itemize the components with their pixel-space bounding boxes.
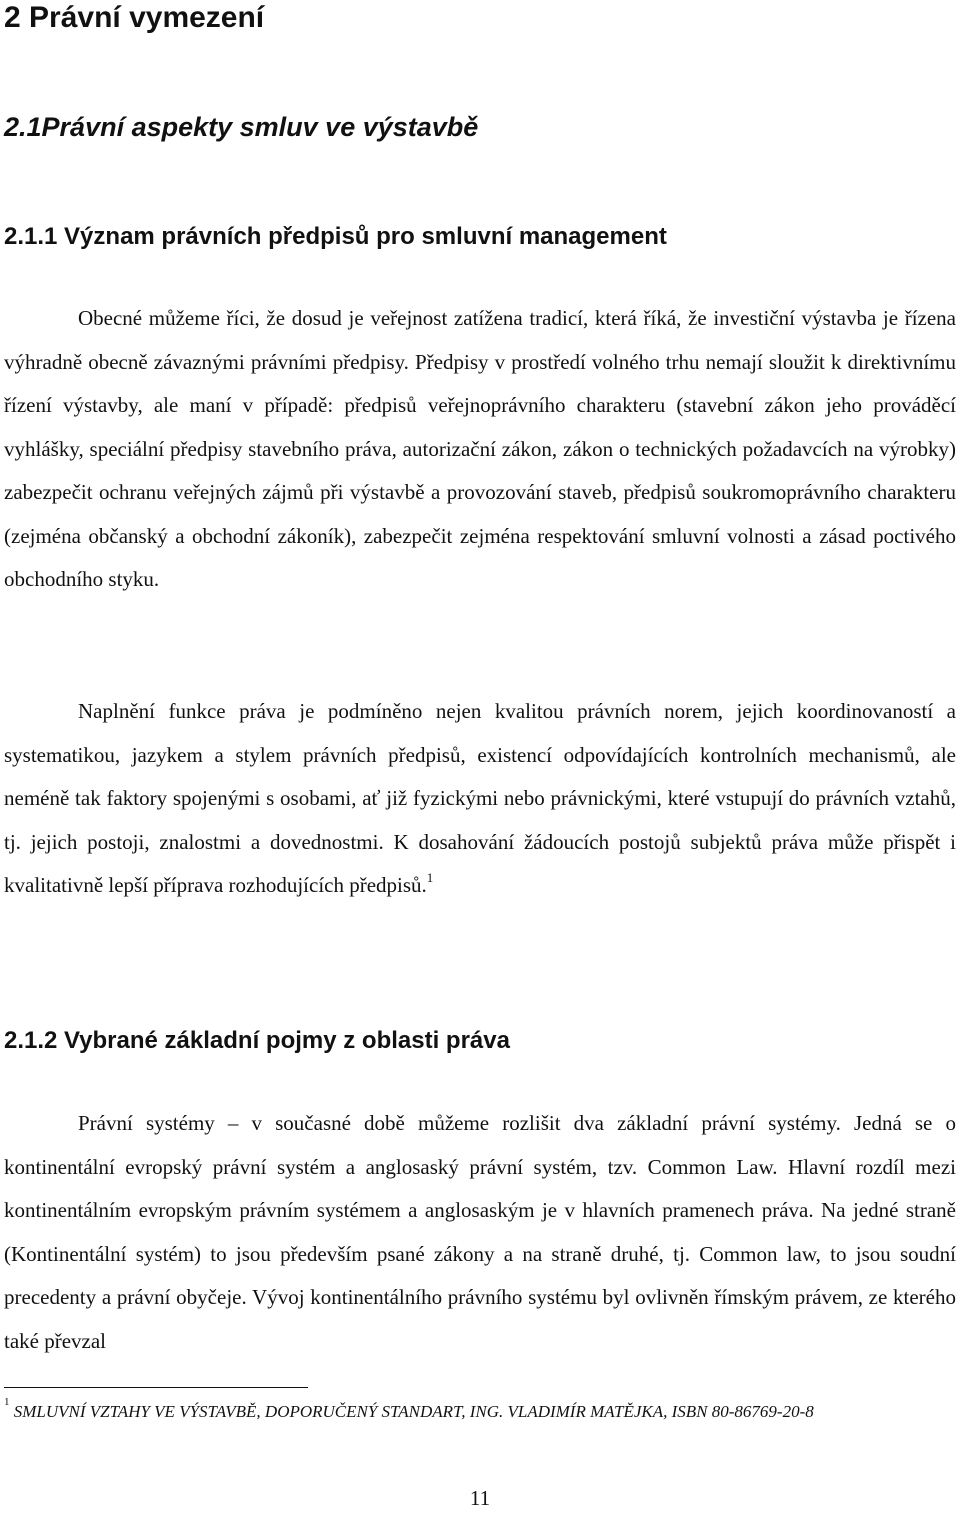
subsection-heading-1: 2.1.1 Význam právních předpisů pro smluvní management [4, 223, 667, 250]
page-number: 11 [469, 1486, 491, 1510]
paragraph-3 [4, 1102, 956, 1363]
paragraph-1 [4, 297, 956, 602]
subsection-heading-2: 2.1.2 Vybrané základní pojmy z oblasti práva [4, 1027, 510, 1054]
footnote [4, 1396, 944, 1424]
paragraph-2 [4, 690, 956, 908]
paragraph-2-text: Naplnění funkce práva je podmíněno nejen kvalitou právních norem, jejich koordinovaností a systematikou, jazykem a stylem právních předpisů, existencí odpovídajících kontrolních mechanismů, ale neméně tak faktory spojenými s osobami, ať již fyzickými nebo právnickými, které vstupují do právních vztahů, tj. jejich postoji, znalostmi a dovednostmi. K dosahování žádoucích postojů subjektů práva může přispět i kvalitativně lepší příprava rozhodujících předpisů. [4, 699, 956, 897]
footnote-divider [4, 1387, 308, 1388]
footnote-number: 1 [4, 1396, 10, 1409]
paragraph-3-text: Právní systémy – v současné době můžeme rozlišit dva základní právní systémy. Jedná se o kontinentální evropský právní systém a anglosaský právní systém, tzv. Common Law. Hlavní rozdíl mezi kontinentálním evropským právním systémem a anglosaským je v hlavních pramenech práva. Na jedné straně (Kontinentální systém) to jsou především psané zákony a na straně druhé, tj. Common law, to jsou soudní precedenty a právní obyčeje. Vývoj kontinentálního právního systému byl ovlivněn římským právem, ze kterého také převzal [4, 1111, 956, 1353]
paragraph-1-text: Obecné můžeme říci, že dosud je veřejnost zatížena tradicí, která říká, že investiční výstavba je řízena výhradně obecně závaznými právními předpisy. Předpisy v prostředí volného trhu nemají sloužit k direktivnímu řízení výstavby, ale maní v případě: předpisů veřejnoprávního charakteru (stavební zákon jeho prováděcí vyhlášky, speciální předpisy stavebního práva, autorizační zákon, zákon o technických požadavcích na výrobky) zabezpečit ochranu veřejných zájmů při výstavbě a provozování staveb, předpisů soukromoprávního charakteru (zejména občanský a obchodní zákoník), zabezpečit zejména respektování smluvní volnosti a zásad poctivého obchodního styku. [4, 306, 956, 591]
section-heading: 2.1Právní aspekty smluv ve výstavbě [4, 112, 479, 142]
footnote-text: SMLUVNÍ VZTAHY VE VÝSTAVBĚ, DOPORUČENÝ STANDART, ING. VLADIMÍR MATĚJKA, ISBN 80-86769-20-8 [13, 1402, 814, 1421]
footnote-reference: 1 [426, 870, 434, 885]
chapter-heading: 2 Právní vymezení [4, 1, 265, 34]
